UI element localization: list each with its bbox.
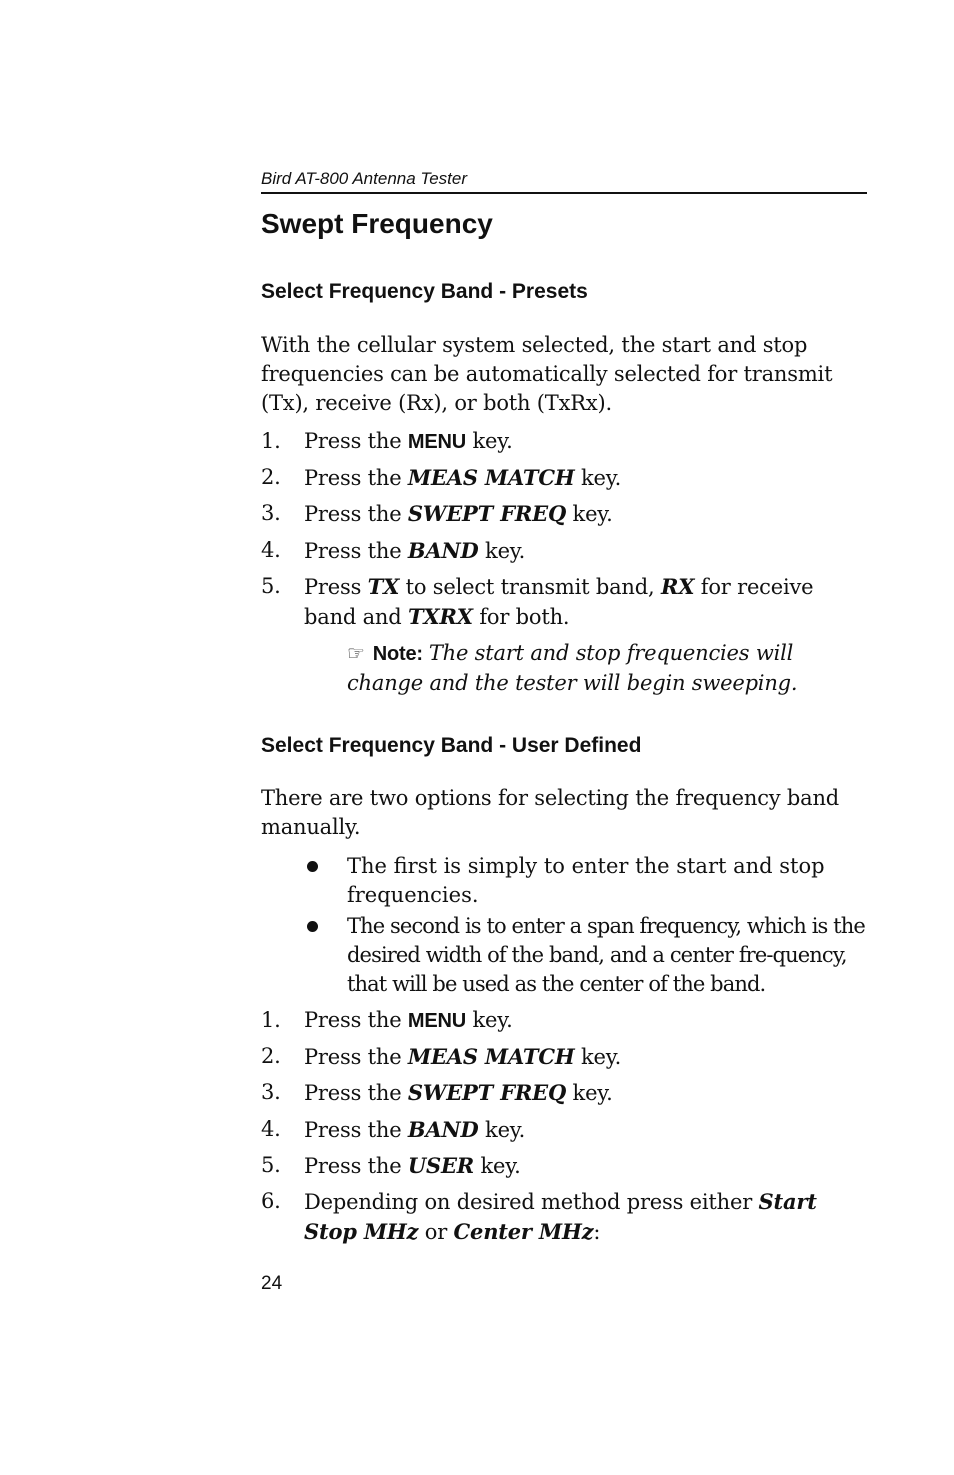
step-text: Depending on desired method press either	[304, 1190, 759, 1214]
step-text: key.	[566, 502, 613, 526]
step-text: :	[593, 1220, 601, 1244]
key-txrx: TXRX	[407, 604, 473, 629]
bullet-dot-icon	[307, 861, 318, 872]
step-text: key.	[466, 429, 513, 453]
page-title: Swept Frequency	[261, 208, 493, 239]
key-meas-match: MEAS MATCH	[407, 1044, 575, 1069]
user-defined-intro: There are two options for selecting the frequency band manually.	[261, 786, 840, 839]
step-text: to select transmit band,	[399, 575, 661, 599]
step-text: Press the	[304, 1008, 408, 1032]
note-label: Note:	[372, 643, 423, 665]
step-text: Press	[304, 575, 368, 599]
section-heading-user-defined: Select Frequency Band - User Defined	[261, 734, 642, 757]
step-number: 4.	[261, 538, 281, 562]
step-text: key.	[478, 539, 526, 563]
step-text: key.	[466, 1008, 513, 1032]
step-number: 2.	[261, 465, 281, 489]
key-swept-freq: SWEPT FREQ	[407, 501, 567, 526]
key-band: BAND	[407, 538, 479, 563]
step-text: key.	[574, 466, 622, 490]
step-text: Press the	[304, 502, 408, 526]
step-text: Press the	[304, 466, 408, 490]
step-text: key.	[566, 1081, 613, 1105]
bullet-text: The first is simply to enter the start and stop frequencies.	[347, 854, 825, 907]
step-text: Press the	[304, 1081, 408, 1105]
step-text: Press the	[304, 1118, 408, 1142]
pointing-hand-icon: ☞	[347, 641, 365, 665]
step-text: key.	[478, 1118, 526, 1142]
key-rx: RX	[660, 574, 695, 599]
key-user: USER	[407, 1153, 475, 1178]
step-number: 1.	[261, 1008, 281, 1032]
step-number: 1.	[261, 429, 281, 453]
key-menu: MENU	[407, 431, 466, 453]
key-center-mhz: Center MHz	[453, 1219, 594, 1244]
bullet-text: The second is to enter a span frequency, which is the desired width of the band, and a center fre-quency, that will be used as the center of the band.	[347, 914, 865, 996]
step-text: Press the	[304, 539, 408, 563]
key-swept-freq: SWEPT FREQ	[407, 1080, 567, 1105]
step-number: 3.	[261, 501, 281, 525]
step-text: key.	[574, 1045, 622, 1069]
step-number: 6.	[261, 1189, 281, 1213]
note-text: The start and stop frequencies will change and the tester will begin sweeping.	[347, 641, 798, 695]
page-number: 24	[261, 1273, 283, 1294]
step-text: Press the	[304, 1045, 408, 1069]
key-menu: MENU	[407, 1010, 466, 1032]
step-number: 2.	[261, 1044, 281, 1068]
key-band: BAND	[407, 1117, 479, 1142]
running-header: Bird AT-800 Antenna Tester	[261, 169, 867, 194]
step-number: 5.	[261, 574, 281, 598]
step-text: or	[418, 1220, 454, 1244]
step-text: key.	[474, 1154, 521, 1178]
step-text: for both.	[472, 605, 570, 629]
section-heading-presets: Select Frequency Band - Presets	[261, 280, 588, 303]
step-text: Press the	[304, 1154, 408, 1178]
step-number: 3.	[261, 1080, 281, 1104]
step-text: for receive band and	[304, 575, 814, 629]
note-block	[347, 639, 867, 698]
step-number: 4.	[261, 1117, 281, 1141]
bullet-dot-icon	[307, 921, 318, 932]
step-number: 5.	[261, 1153, 281, 1177]
key-meas-match: MEAS MATCH	[407, 465, 575, 490]
key-start-stop-mhz: Start Stop MHz	[304, 1189, 817, 1244]
key-tx: TX	[367, 574, 400, 599]
step-text: Press the	[304, 429, 408, 453]
presets-intro: With the cellular system selected, the start and stop frequencies can be automatically selected for transmit (Tx), receive (Rx), or both (TxRx).	[261, 333, 833, 415]
